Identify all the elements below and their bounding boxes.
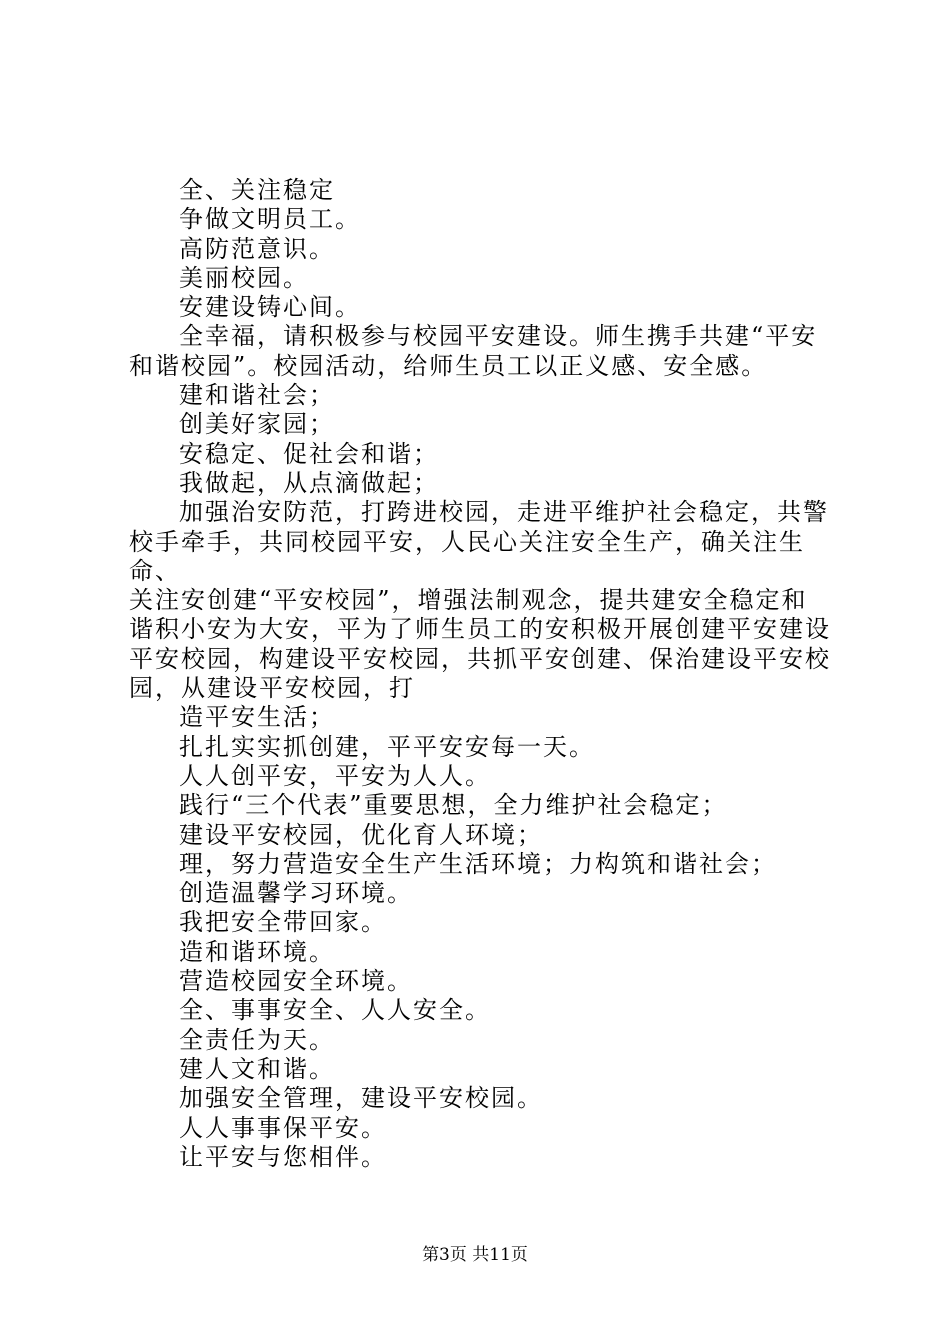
page-footer xyxy=(0,1244,950,1266)
paragraph: 安建设铸心间。 xyxy=(179,293,361,322)
paragraph: 建设平安校园，优化育人环境； xyxy=(179,820,543,849)
paragraph: 全幸福，请积极参与校园平安建设。师生携手共建“平安 和谐校园”。校园活动，给师生员工以正义感、安全感。 xyxy=(129,322,818,380)
paragraph: 人人创平安，平安为人人。 xyxy=(179,761,491,790)
paragraph: 全责任为天。 xyxy=(179,1025,335,1054)
document-body xyxy=(129,176,849,1172)
paragraph: 践行“三个代表”重要思想，全力维护社会稳定； xyxy=(179,791,728,820)
paragraph: 造平安生活； xyxy=(179,703,335,732)
paragraph: 人人事事保平安。 xyxy=(179,1113,387,1142)
paragraph: 扎扎实实抓创建，平平安安每一天。 xyxy=(179,732,595,761)
paragraph: 美丽校园。 xyxy=(179,263,309,292)
paragraph: 高防范意识。 xyxy=(179,234,335,263)
paragraph: 全、关注稳定 xyxy=(179,176,335,204)
paragraph: 加强治安防范，打跨进校园，走进平维护社会稳定，共警 校手牵手，共同校园平安，人民心关注安全生产，确关注生命、 关注安创建“平安校园”，增强法制观念，提共建安全稳定和 谐积小安为大安，平为了师生员工的安积极开展创建平安建设 平安校园，构建设平安校园，共抓平安创建、保治建设平安校 园，从建设平安校园，打 xyxy=(129,498,831,703)
paragraph: 加强安全管理，建设平安校园。 xyxy=(179,1084,543,1113)
paragraph: 营造校园安全环境。 xyxy=(179,967,413,996)
paragraph: 创美好家园； xyxy=(179,410,335,439)
paragraph: 理，努力营造安全生产生活环境；力构筑和谐社会； xyxy=(179,849,777,878)
paragraph: 让平安与您相伴。 xyxy=(179,1142,387,1171)
paragraph: 建人文和谐。 xyxy=(179,1054,335,1083)
paragraph: 安稳定、促社会和谐； xyxy=(179,439,439,468)
paragraph: 全、事事安全、人人安全。 xyxy=(179,996,491,1025)
paragraph: 我把安全带回家。 xyxy=(179,908,387,937)
paragraph: 我做起，从点滴做起； xyxy=(179,468,439,497)
paragraph: 造和谐环境。 xyxy=(179,937,335,966)
paragraph: 争做文明员工。 xyxy=(179,205,361,234)
page-number: 第3页 共11页 xyxy=(422,1245,528,1265)
paragraph: 建和谐社会； xyxy=(179,381,335,410)
paragraph: 创造温馨学习环境。 xyxy=(179,879,413,908)
